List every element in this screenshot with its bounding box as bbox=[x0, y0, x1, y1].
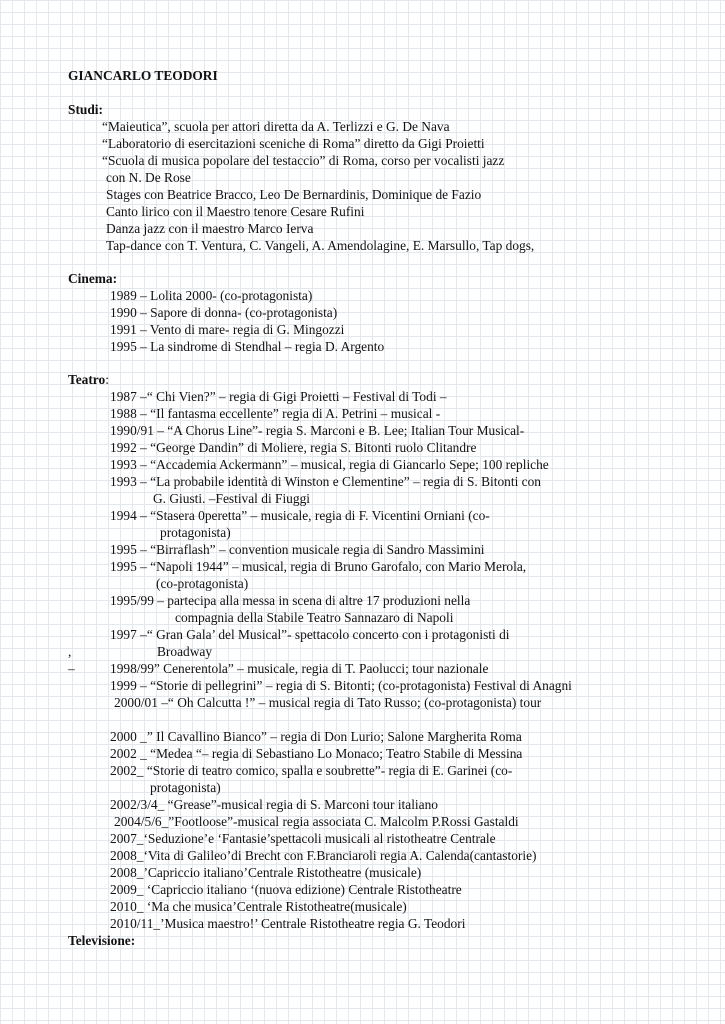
teatro-heading-text: Teatro bbox=[68, 372, 106, 387]
teatro-item-continuation: protagonista) bbox=[150, 780, 221, 795]
teatro-item: 1995/99 – partecipa alla messa in scena di altre 17 produzioni nella bbox=[110, 593, 471, 608]
teatro-item: 2010_ ‘Ma che musica’Centrale Ristotheatre(musicale) bbox=[110, 899, 407, 914]
teatro-item: 1995 – “Napoli 1944” – musical, regia di Bruno Garofalo, con Mario Merola, bbox=[110, 559, 527, 574]
document-title: GIANCARLO TEODORI bbox=[68, 68, 218, 83]
studi-item: Stages con Beatrice Bracco, Leo De Bernardinis, Dominique de Fazio bbox=[106, 187, 482, 202]
section-heading-televisione: Televisione: bbox=[68, 933, 136, 948]
studi-item: Danza jazz con il maestro Marco Ierva bbox=[106, 221, 314, 236]
teatro-item: 1992 – “George Dandin” di Moliere, regia S. Bitonti ruolo Clitandre bbox=[110, 440, 477, 455]
teatro-heading-colon: : bbox=[105, 372, 109, 387]
section-heading-studi: Studi: bbox=[68, 102, 103, 117]
teatro-item: 1987 –“ Chi Vien?” – regia di Gigi Proietti – Festival di Todi – bbox=[110, 389, 447, 404]
teatro-item-continuation: (co-protagonista) bbox=[156, 576, 249, 591]
studi-item: con N. De Rose bbox=[106, 170, 191, 185]
studi-item: Tap-dance con T. Ventura, C. Vangeli, A. Amendolagine, E. Marsullo, Tap dogs, bbox=[106, 238, 535, 253]
teatro-item: 2007_‘Seduzione’e ‘Fantasie’spettacoli musicali al ristotheatre Centrale bbox=[110, 831, 496, 846]
section-heading-cinema: Cinema: bbox=[68, 271, 118, 286]
section-heading-teatro bbox=[68, 372, 109, 388]
studi-item: “Maieutica”, scuola per attori diretta da A. Terlizzi e G. De Nava bbox=[102, 119, 450, 134]
teatro-item-continuation: protagonista) bbox=[160, 525, 231, 540]
teatro-item: 2000 _” Il Cavallino Bianco” – regia di Don Lurio; Salone Margherita Roma bbox=[110, 729, 522, 744]
teatro-item: 2000/01 –“ Oh Calcutta !” – musical regia di Tato Russo; (co-protagonista) tour bbox=[114, 695, 542, 710]
teatro-item: 1995 – “Birraflash” – convention musicale regia di Sandro Massimini bbox=[110, 542, 485, 557]
teatro-item: 2010/11_’Musica maestro!’ Centrale Ristotheatre regia G. Teodori bbox=[110, 916, 466, 931]
teatro-item: 2002/3/4_ “Grease”-musical regia di S. Marconi tour italiano bbox=[110, 797, 438, 812]
cinema-item: 1990 – Sapore di donna- (co-protagonista) bbox=[110, 305, 338, 320]
studi-item: “Scuola di musica popolare del testaccio” di Roma, corso per vocalisti jazz bbox=[102, 153, 505, 168]
teatro-item: 1988 – “Il fantasma eccellente” regia di A. Petrini – musical - bbox=[110, 406, 441, 421]
cinema-item: 1991 – Vento di mare- regia di G. Mingozzi bbox=[110, 322, 345, 337]
teatro-item: 2002_ “Storie di teatro comico, spalla e soubrette”- regia di E. Garinei (co- bbox=[110, 763, 513, 778]
studi-item: Canto lirico con il Maestro tenore Cesare Rufini bbox=[106, 204, 365, 219]
teatro-item-continuation: compagnia della Stabile Teatro Sannazaro di Napoli bbox=[175, 610, 454, 625]
teatro-item: 1993 – “Accademia Ackermann” – musical, regia di Giancarlo Sepe; 100 repliche bbox=[110, 457, 549, 472]
teatro-item: 1998/99” Cenerentola” – musicale, regia di T. Paolucci; tour nazionale bbox=[110, 661, 489, 676]
teatro-item: 1999 – “Storie di pellegrini” – regia di S. Bitonti; (co-protagonista) Festival di Anagni bbox=[110, 678, 572, 693]
teatro-item: 2008_‘Vita di Galileo’di Brecht con F.Branciaroli regia A. Calenda(cantastorie) bbox=[110, 848, 537, 863]
cinema-item: 1989 – Lolita 2000- (co-protagonista) bbox=[110, 288, 313, 303]
teatro-item: 1990/91 – “A Chorus Line”- regia S. Marconi e B. Lee; Italian Tour Musical- bbox=[110, 423, 525, 438]
teatro-item: 2004/5/6_”Footloose”-musical regia associata C. Malcolm P.Rossi Gastaldi bbox=[114, 814, 519, 829]
cinema-item: 1995 – La sindrome di Stendhal – regia D. Argento bbox=[110, 339, 385, 354]
teatro-item: 1997 –“ Gran Gala’ del Musical”- spettacolo concerto con i protagonisti di bbox=[110, 627, 510, 642]
stray-dash: – bbox=[68, 661, 75, 676]
teatro-item: 2009_ ‘Capriccio italiano ‘(nuova edizione) Centrale Ristotheatre bbox=[110, 882, 462, 897]
teatro-item: 2002 _ “Medea “– regia di Sebastiano Lo Monaco; Teatro Stabile di Messina bbox=[110, 746, 523, 761]
teatro-item-continuation: G. Giusti. –Festival di Fiuggi bbox=[153, 491, 310, 506]
stray-comma: , bbox=[68, 644, 72, 659]
studi-item: “Laboratorio di esercitazioni sceniche di Roma” diretto da Gigi Proietti bbox=[102, 136, 485, 151]
teatro-item: 1993 – “La probabile identità di Winston e Clementine” – regia di S. Bitonti con bbox=[110, 474, 541, 489]
teatro-item-continuation: Broadway bbox=[157, 644, 213, 659]
teatro-item: 1994 – “Stasera 0peretta” – musicale, regia di F. Vicentini Orniani (co- bbox=[110, 508, 490, 523]
teatro-item: 2008_’Capriccio italiano’Centrale Ristotheatre (musicale) bbox=[110, 865, 422, 880]
